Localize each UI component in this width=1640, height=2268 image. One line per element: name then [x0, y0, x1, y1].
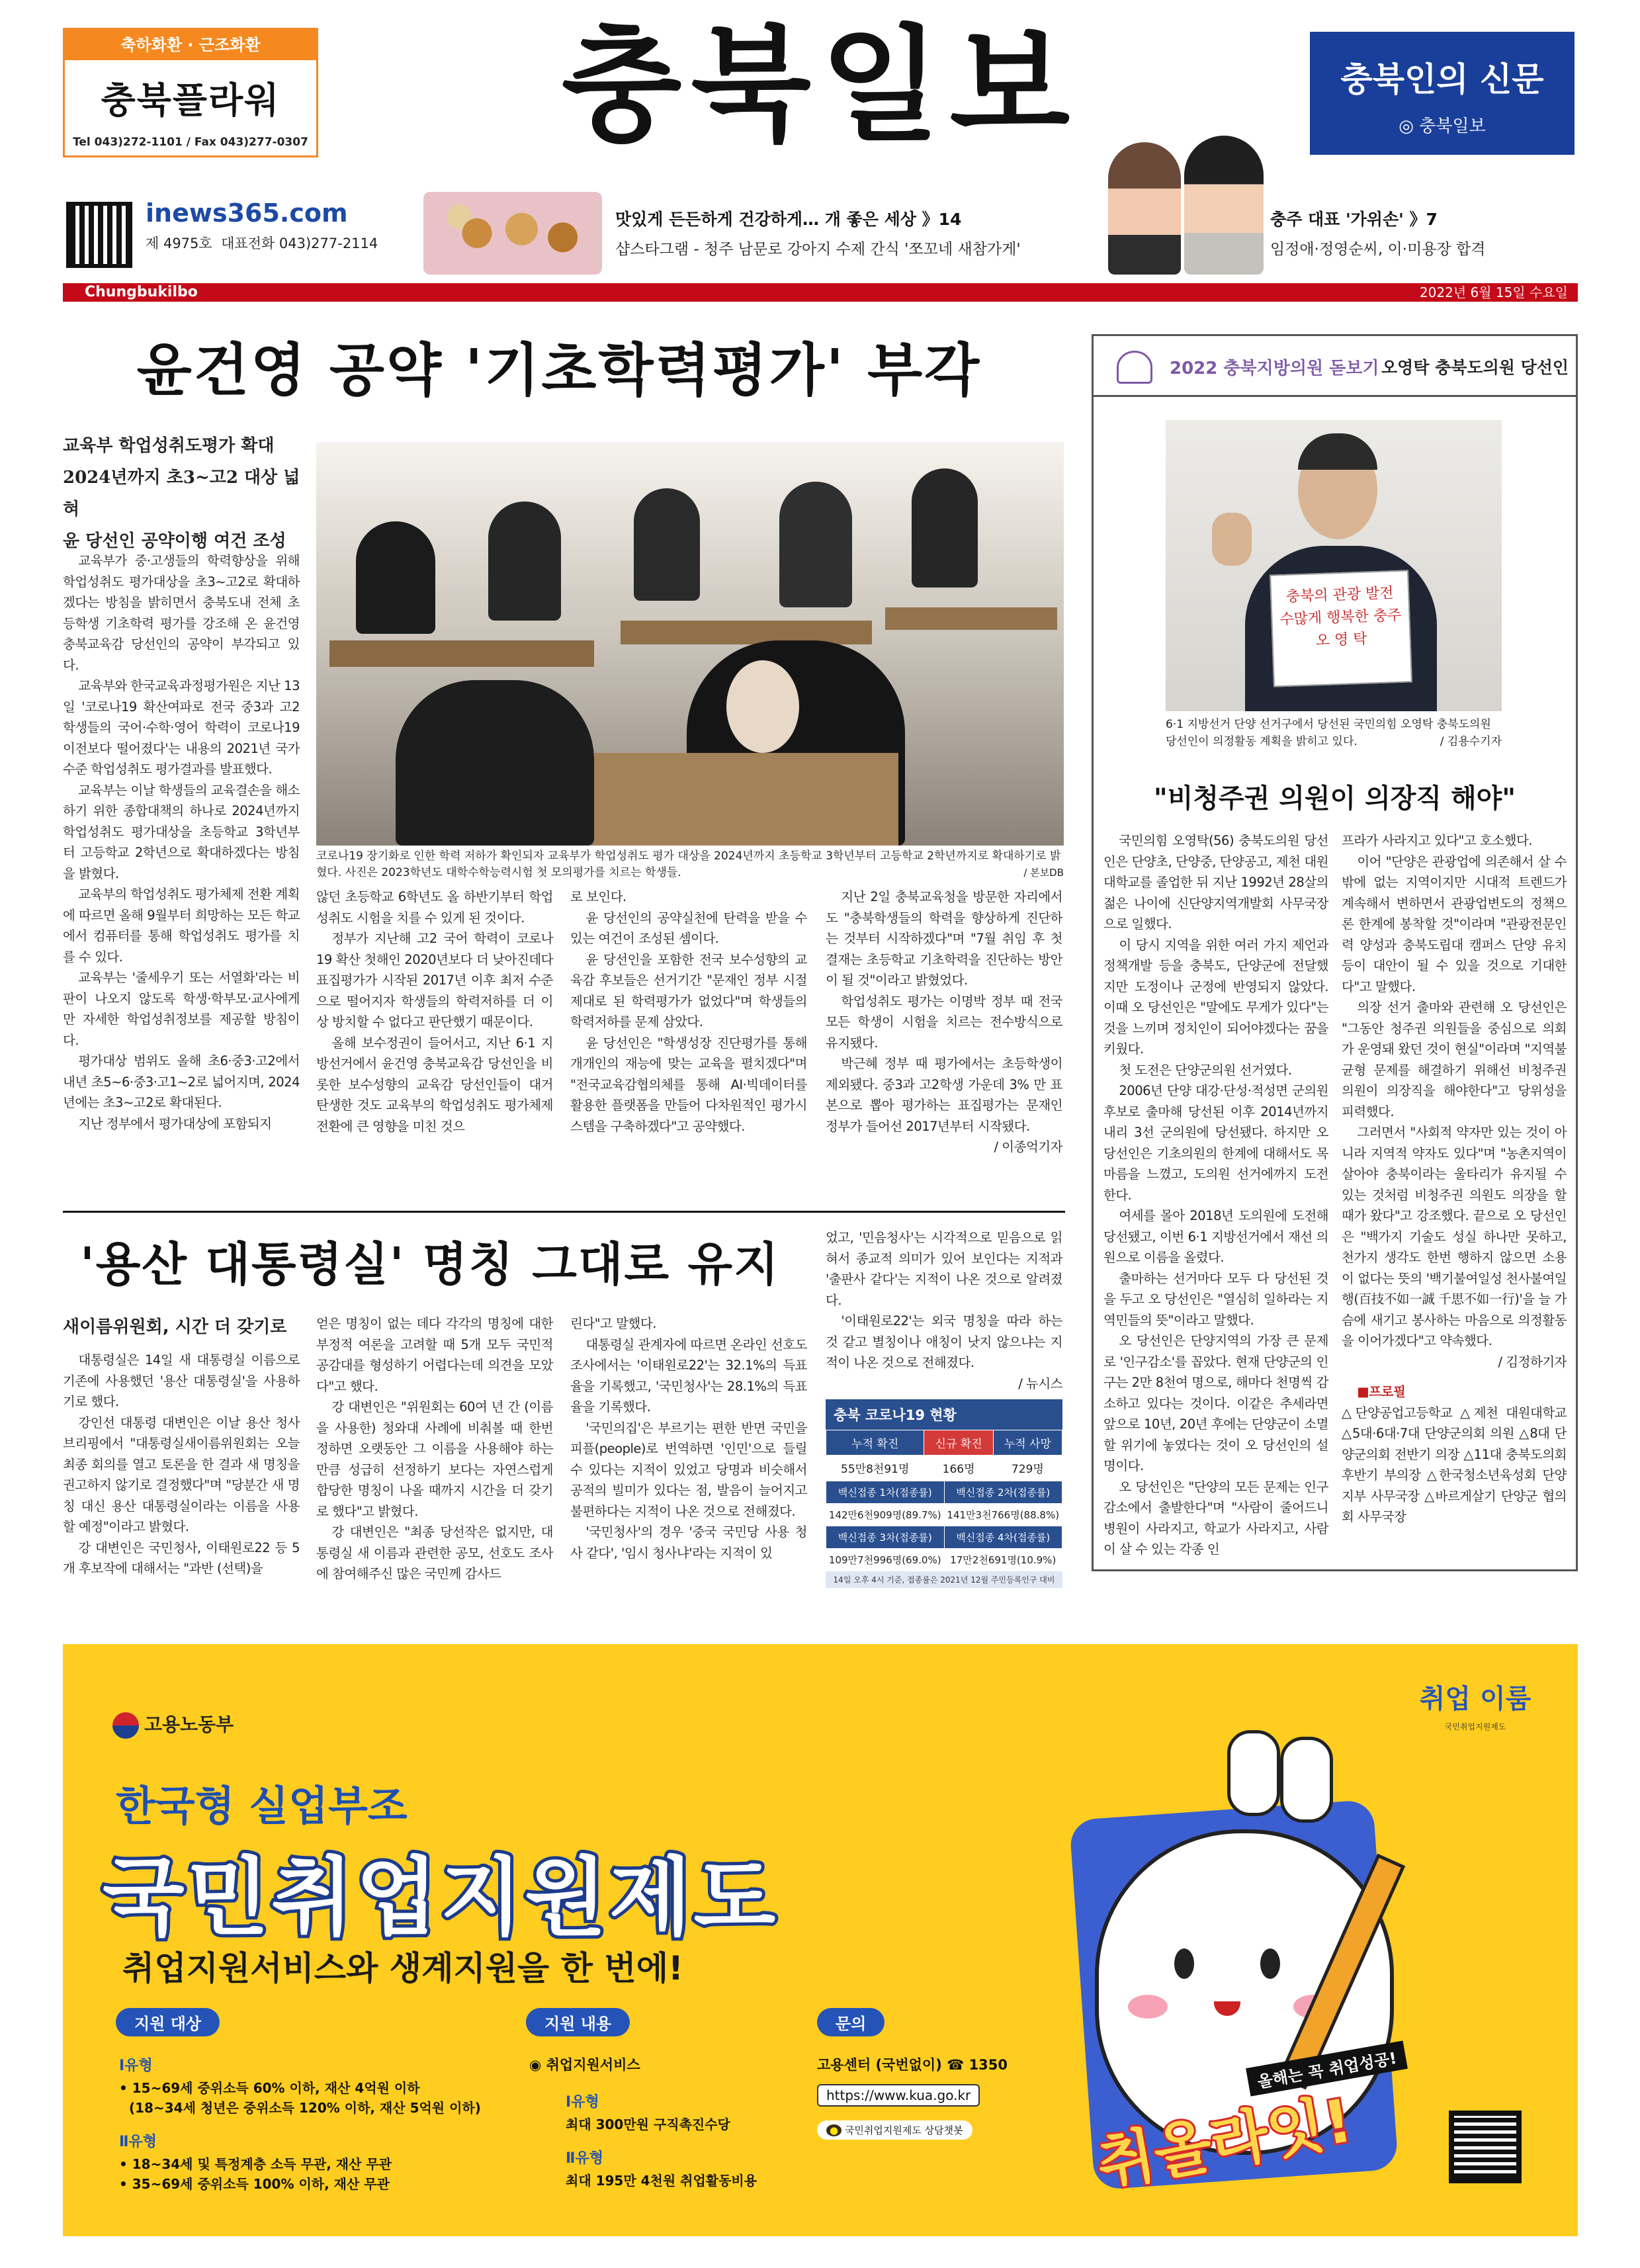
paragraph: 얻은 명칭이 없는 데다 각각의 명칭에 대한 부정적 여론을 고려할 때 5개 모두 국민적 공감대를 형성하기 어렵다는데 의견을 모았다"고 했다.: [316, 1316, 553, 1394]
type1-label: Ⅰ유형: [119, 2058, 153, 2074]
job-service-label: 취업지원서비스: [546, 2057, 640, 2073]
paragraph: 학업성취도 평가는 이명박 정부 때 전국 모든 학생이 시험을 치르는 전수방식으로 유지됐다.: [826, 993, 1062, 1051]
issue-date: 2022년 6월 15일 수요일: [1419, 284, 1568, 300]
ad-tagline: 한국형 실업부조: [116, 1782, 408, 1830]
slogan: 충북인의 신문: [1340, 60, 1544, 99]
florist-ad-top: 축하화환 · 근조화환: [65, 30, 316, 60]
byline: / 김정하기자: [1498, 1354, 1567, 1370]
paragraph: 2006년 단양 대강·단성·적성면 군의원 후보로 출마해 당선된 이후 2014년까지 내리 3선 군의원에 당선됐다. 하지만 오 당선인은 기초의원의 한계에 대해서도 목마름을 느꼈고, 도의원 선거에까지 도전한다.: [1103, 1083, 1328, 1203]
paragraph: 오 당선인은 "단양의 모든 문제는 인구감소에서 출발한다"며 "사람이 줄어드니 병원이 사라지고, 학교가 사라지고, 사람이 살 수 있는 각종 인: [1103, 1479, 1328, 1557]
article1-photo-caption: [316, 848, 1064, 881]
article1-subhead-2: 2024년까지 초3~고2 대상 넓혀: [63, 468, 300, 519]
ministry-logo: [112, 1710, 234, 1739]
paragraph: 박근혜 정부 때 평가에서는 초등학생이 제외됐다. 중3과 고2학생 가운데 3% 만 표본으로 뽑아 평가하는 표집평가는 문재인 정부가 들어선 2017년부터 시작됐다.: [826, 1056, 1062, 1134]
paragraph: 대통령실은 14일 새 대통령실 이름으로 기존에 사용했던 '용산 대통령실'을 사용하기로 했다.: [63, 1352, 300, 1409]
paragraph: 지난 정부에서 평가대상에 포함되지: [78, 1115, 272, 1131]
paragraph: '국민청사'의 경우 '중국 국민당 사용 청사 같다', '임시 청사냐'라는 지적이 있: [570, 1524, 807, 1561]
covid-header: 누적 확진: [826, 1430, 924, 1456]
byline: / 뉴시스: [1018, 1375, 1062, 1391]
paragraph: 않던 초등학교 6학년도 올 하반기부터 학업성취도 시험을 치를 수 있게 된 것이다.: [316, 889, 553, 926]
paragraph: 교육부는 '줄세우기 또는 서열화'라는 비판이 나오지 않도록 학생·학부모·교사에게만 자세한 학업성취정보를 제공할 방침이다.: [63, 970, 300, 1048]
article1-subheads: [63, 430, 301, 557]
paragraph: 의장 선거 출마와 관련해 오 당선인은 "그동안 청주권 의원들을 중심으로 의회가 운영돼 왔던 것이 현실"이라며 "지역불균형 문제를 해결하기 위해선 비청주권 의원이 의장직을 해야한다"고 당위성을 피력했다.: [1342, 1000, 1567, 1119]
covid-value: 55만8천91명: [826, 1456, 924, 1481]
article1-col1: [63, 550, 300, 1134]
byline: / 이종억기자: [994, 1139, 1062, 1155]
brand-logo: [1419, 1684, 1532, 1816]
ad-title: 국민취업지원제도: [103, 1849, 779, 1947]
vac-value: 17만2천691명(10.9%): [944, 1549, 1062, 1571]
sidebar-series-label: 2022 충북지방의원 돋보기: [1170, 359, 1379, 378]
article1-photo-credit: / 본보DB: [1023, 867, 1064, 879]
campaign-sign: [1270, 570, 1412, 687]
promo2-sub: 임정애·정영순씨, 이·미용장 합격: [1270, 241, 1486, 258]
contact-url[interactable]: https://www.kua.go.kr: [817, 2084, 980, 2107]
covid-value: 729명: [993, 1456, 1062, 1481]
florist-ad: [63, 28, 318, 157]
sign-line: 수많게 행복한 충주: [1279, 607, 1402, 629]
sidebar-photo-caption: [1166, 716, 1502, 750]
covid-header: 신규 확진: [924, 1430, 993, 1456]
paragraph: '국민의집'은 부르기는 편한 반면 국민을 피플(people)로 번역하면 '인민'으로 들릴 수 있다는 지적이 있었고 당명과 비슷해서 공적의 빌미가 있다는 점, 발음이 늘어지고 불편하다는 지적이 나온 것으로 전해졌다.: [570, 1420, 807, 1519]
promo2-photo-1[interactable]: [1108, 142, 1181, 275]
promo1-title[interactable]: 맛있게 든든하게 건강하게… 개 좋은 세상 》14: [615, 210, 962, 229]
promo1-sub: 샵스타그램 - 청주 남문로 강아지 수제 간식 '쪼꼬네 새참가게': [615, 241, 1021, 258]
covid-table: [826, 1430, 1062, 1481]
paragraph: 오 당선인은 단양지역의 가장 큰 문제로 '인구감소'를 꼽았다. 현재 단양군의 인구는 2만 8천여 명으로, 해마다 천명씩 감소하고 있다는 것이다. 이같은 추세라면 앞으로 10년, 20년 후에는 단양군이 소멸할 위기에 놓였다는 것이 오 당선인의 설명이다.: [1103, 1333, 1328, 1473]
promo1-photo[interactable]: [423, 192, 602, 275]
paragraph: 국민의힘 오영탁(56) 충북도의원 당선인은 단양초, 단양중, 단양공고, 제천 대원대학교를 졸업한 뒤 지난 1992년 28살의 젊은 나이에 신단양지역개발회 사무국장으로 일했다.: [1103, 833, 1328, 932]
vac-value: 109만7천996명(69.0%): [826, 1549, 945, 1571]
vaccine-table: [826, 1481, 1062, 1571]
taegeuk-icon: [112, 1712, 139, 1739]
qr-code-icon[interactable]: [66, 202, 132, 268]
paragraph: 그러면서 "사회적 약자만 있는 것이 아니라 지역적 약자도 있다"며 "농촌지역이 살아야 충북이라는 울타리가 유지될 수 있는 것처럼 비청주권 의원도 의장을 할 때가 왔다"고 강조했다. 끝으로 오 당선인은 "백가지 기술도 성실 하나만 못하고, 천가지 생각도 한번 행하지 않으면 소용이 없다는 뜻의 '백기불여일성 천사불여일행(百技不如一誠 千思不如一行)'을 늘 가슴에 새기고 봉사하는 마음으로 의정활동을 이어가겠다"고 약속했다.: [1342, 1125, 1567, 1348]
type1-line-2: (18~34세 청년은 중위소득 120% 이하, 재산 5억원 이하): [129, 2100, 481, 2116]
paragraph: 정부가 지난해 고2 국어 학력이 코로나19 확산 첫해인 2020년보다 더 낮아진데다 표집평가가 시작된 2017년 이후 최저 수준으로 떨어지자 학생들의 학력저하를 더 이상 방치할 수 없다고 판단했기 때문이다.: [316, 931, 553, 1029]
main-phone: 대표전화 043)277-2114: [221, 236, 378, 251]
badge-top: 올해는 꼭 취업성공!: [1246, 2040, 1408, 2096]
article1-headline: 윤건영 공약 '기초학력평가' 부각: [136, 337, 982, 404]
logo-icon: ◎: [1399, 116, 1414, 136]
paragraph: 로 보인다.: [570, 889, 626, 904]
paragraph: 이 당시 지역을 위한 여러 가지 제언과 정책개발 등을 충북도, 단양군에 전달했지만 도정이나 군정에 반영되지 않았다. 이때 오 당선인은 "말에도 무게가 있다"는 것을 느끼며 정치인이 되어야겠다는 꿈을 키웠다.: [1103, 937, 1328, 1057]
type2-line-2: • 35~69세 중위소득 100% 이하, 재산 무관: [119, 2176, 390, 2192]
chat-icon: ●: [826, 2124, 842, 2136]
vac-value: 142만6천909명(89.7%): [826, 1504, 945, 1526]
covid-footnote: 14일 오후 4시 기준, 접종률은 2021년 12월 주민등록인구 대비: [833, 1575, 1055, 1585]
covid-value: 166명: [924, 1456, 993, 1481]
article1-col2: [316, 887, 553, 1137]
paragraph: 강인선 대통령 대변인은 이날 용산 청사 브리핑에서 "대통령실새이름위원회는 오늘 최종 회의를 열고 토론을 한 결과 새 명칭을 권고하지 않기로 결정했다"며 "당분간 새 명칭 대신 용산 대통령실이라는 이름을 사용할 예정"이라고 밝혔다.: [63, 1415, 300, 1534]
paragraph: 교육부와 한국교육과정평가원은 지난 13일 '코로나19 확산여파로 전국 중3과 고2 학생들의 국어·수학·영어 학력이 코로나19 이전보다 떨어졌다'는 내용의 2021년 국가수준 학업성취도 평가결과를 발표했다.: [63, 678, 300, 777]
paragraph: 대통령실 관계자에 따르면 온라인 선호도 조사에서는 '이태원로22'는 32.1%의 득표율을 기록했고, '국민청사'는 28.1%의 득표율을 기록했다.: [570, 1336, 807, 1415]
sidebar-headline: "비청주권 의원이 의장직 해야": [1153, 783, 1516, 814]
ministry-name: 고용노동부: [144, 1714, 234, 1735]
vac-label: 백신접종 2차(접종률): [944, 1481, 1062, 1504]
paragraph: 교육부의 학업성취도 평가체제 전환 계획에 따르면 올해 9월부터 희망하는 모든 학교에서 컴퓨터를 통해 학업성취도 평가를 치를 수 있다.: [63, 887, 300, 965]
article2-subhead: 새이름위원회, 시간 더 갖기로: [63, 1317, 287, 1337]
section-label-contact: 문의: [817, 2008, 885, 2036]
covid-status-box: [826, 1399, 1062, 1588]
paragraph: 린다"고 말했다.: [570, 1316, 656, 1331]
kakao-chatbot[interactable]: [817, 2120, 972, 2140]
promo2-title[interactable]: 충주 대표 '가위손' 》7: [1270, 210, 1438, 229]
paragraph: 강 대변인은 "위원회는 60여 년 간 (이름을 사용한) 청와대 사례에 비춰볼 때 한번 정하면 오랫동안 그 이름을 사용해야 하는 만큼 성급히 선정하기 보다는 자연스럽게 합당한 명칭이 나올 때까지 시간을 더 갖기로 했다"고 밝혔다.: [316, 1399, 553, 1519]
support-t1-label: Ⅰ유형: [566, 2094, 599, 2111]
paragraph: 프라가 사라지고 있다"고 호소했다.: [1342, 833, 1532, 848]
sidebar-col1: [1103, 830, 1328, 1560]
article2-col1: [63, 1350, 300, 1579]
paragraph: 강 대변인은 "최종 당선작은 없지만, 대통령실 새 이름과 관련한 공모, 선호도 조사에 참여해주신 많은 국민께 감사드: [316, 1524, 553, 1581]
paragraph: 강 대변인은 국민청사, 이태원로22 등 5개 후보작에 대해서는 "과반 (선택)을: [63, 1540, 300, 1576]
issue-number: 제 4975호: [146, 236, 212, 251]
job-support-ad[interactable]: [63, 1644, 1578, 2236]
promo2-photo-2[interactable]: [1184, 136, 1264, 275]
article1-col3: [570, 887, 807, 1137]
type2-label: Ⅱ유형: [119, 2134, 157, 2150]
article2-col3: [570, 1313, 807, 1563]
paragraph: 윤 당선인을 포함한 전국 보수성향의 교육감 후보들은 선거기간 "문재인 정부 시절 제대로 된 학력평가가 없었다"며 학생들의 학력저하를 문제 삼았다.: [570, 951, 807, 1029]
paragraph: 올해 보수정권이 들어서고, 지난 6·1 지방선거에서 윤건영 충북교육감 당선인을 비롯한 보수성향의 교육감 당선인들이 대거 탄생한 것도 교육부의 학업성취도 평가체제 전환에 큰 영향을 미친 것으: [316, 1035, 553, 1134]
ad-info-panel: [103, 2008, 1029, 2226]
vac-label: 백신접종 3차(접종률): [826, 1526, 945, 1549]
article1-photo[interactable]: [316, 442, 1064, 846]
issue-info: [146, 233, 378, 253]
florist-ad-phone: Tel 043)272-1101 / Fax 043)277-0307: [73, 136, 308, 149]
paragraph: 출마하는 선거마다 모두 다 당선된 것을 두고 오 당선인은 "열심히 일하라는 지역민들의 뜻"이라고 말했다.: [1103, 1270, 1328, 1328]
article1-subhead-1: 교육부 학업성취도평가 확대: [63, 436, 275, 456]
paragraph: 지난 2일 충북교육청을 방문한 자리에서도 "충북학생들의 학력을 향상하게 진단하는 것부터 시작하겠다"며 "7월 취임 후 첫 결재는 초등학교 기초학력을 진단하는 방안이 될 것"이라고 밝혔었다.: [826, 889, 1062, 988]
sign-line: 충북의 관광 발전: [1285, 585, 1394, 605]
sidebar-photo[interactable]: [1166, 420, 1502, 711]
brand-bar-label: Chungbukilbo: [85, 284, 198, 300]
paragraph: 교육부가 중·고생들의 학력향상을 위해 학업성취도 평가대상을 초3~고2로 확대하겠다는 방침을 밝히면서 충북도내 전체 초등학생 기초학력 평가를 강조해 온 윤건영 충북교육감 당선인의 공약이 부각되고 있다.: [63, 553, 300, 673]
paragraph: 윤 당선인은 "학생성장 진단평가를 통해 개개인의 재능에 맞는 교육을 펼치겠다"며 "전국교육감협의체를 통해 AI·빅데이터를 활용한 플랫폼을 만들어 다차원적인 평가시스템을 구축하겠다"고 공약했다.: [570, 1035, 807, 1134]
kakao-label: 국민취업지원제도 상담챗봇: [844, 2124, 963, 2136]
job-service: [529, 2054, 640, 2074]
paragraph: 여세를 몰아 2018년 도의원에 도전해 당선됐고, 이번 6·1 지방선거에서 재선 의원으로 이름을 올렸다.: [1103, 1208, 1328, 1265]
article2-col2: [316, 1313, 553, 1585]
article1-caption-text: 코로나19 장기화로 인한 학력 저하가 확인되자 교육부가 학업성취도 평가 대상을 2024년까지 초등학교 3학년부터 고등학교 2학년까지로 확대하기로 밝혔다. 사진은 2023학년도 대학수학능력시험 첫 모의평가를 치르는 학생들.: [316, 850, 1061, 879]
paragraph: 었고, '민음청사'는 시각적으로 믿음으로 읽혀서 종교적 의미가 있어 보인다는 지적과 '출판사 같다'는 지적이 나온 것으로 알려졌다.: [826, 1230, 1062, 1308]
brand-logo-text: 취업 이룸: [1419, 1684, 1532, 1714]
brand-logo-sub: 국민취업지원제도: [1444, 1722, 1506, 1731]
paragraph: 윤 당선인의 공약실천에 탄력을 받을 수 있는 여건이 조성된 셈이다.: [570, 910, 807, 946]
vac-value: 141만3천766명(88.8%): [944, 1504, 1062, 1526]
sidebar-photo-credit: / 김용수기자: [1440, 735, 1502, 748]
profile-text: △단양공업고등학교 △제천 대원대학교 △5대·6대·7대 단양군의회 의원 △8대 단양군의회 전반기 의장 △11대 충북도의회 후반기 부의장 △한국청소년육성회 단양지부 사무국장 △바르게살기 단양군 협의회 사무국장: [1342, 1405, 1567, 1524]
slogan-sub-label: 충북일보: [1419, 116, 1486, 136]
covid-header: 누적 사망: [993, 1430, 1062, 1456]
vac-label: 백신접종 1차(접종률): [826, 1481, 945, 1504]
brand-bar: [63, 283, 1578, 302]
sidebar-series-subject: 오영탁 충북도의원 당선인: [1381, 358, 1569, 377]
florist-ad-name: 충북플라워: [101, 79, 281, 121]
divider: [63, 1211, 1065, 1213]
paragraph: '이태원로22'는 외국 명칭을 따라 하는 것 같고 별칭이나 애칭이 낫지 않으냐는 지적이 나온 것으로 전해졌다.: [826, 1313, 1062, 1370]
qr-code-icon[interactable]: [1449, 2111, 1522, 2183]
newspaper-title: 충북일보: [561, 13, 1080, 158]
vac-label: 백신접종 4차(접종률): [944, 1526, 1062, 1549]
slogan-box: [1310, 32, 1575, 155]
type1-line-1: • 15~69세 중위소득 60% 이하, 재산 4억원 이하: [119, 2080, 420, 2096]
sign-line: 오 영 탁: [1315, 631, 1367, 650]
slogan-sub: [1310, 112, 1575, 137]
paragraph: 교육부는 이날 학생들의 교육결손을 해소하기 위한 종합대책의 하나로 2024년까지 학업성취도 평가대상을 초등학교 3학년부터 고등학교 2학년으로 확대하겠다는 방침을 밝혔다.: [63, 782, 300, 881]
contact-phone[interactable]: 고용센터 (국번없이) ☎ 1350: [817, 2057, 1008, 2073]
sidebar-caption-text: 6·1 지방선거 단양 선거구에서 당선된 국민의힘 오영탁 충북도의원 당선인이 의정활동 계획을 밝히고 있다.: [1166, 718, 1491, 748]
paragraph: 이어 "단양은 관광업에 의존해서 살 수 밖에 없는 지역이지만 시대적 트렌드가 계속해서 변하면서 관광업변도의 정책으론 한계에 봉착할 것"이라며 "관광전문인력 양성과 충북도립대 캠퍼스 단양 유치 등이 대안이 될 수 있을 것으로 기대한다"고 말했다.: [1342, 853, 1567, 994]
section-label-content: 지원 내용: [526, 2008, 630, 2036]
article1-col4: [826, 887, 1062, 1158]
article1-subhead-3: 윤 당선인 공약이행 여건 조성: [63, 531, 286, 551]
article2-headline: '용산 대통령실' 명칭 그대로 유지: [80, 1237, 780, 1291]
support-t1-desc: 최대 300만원 구직촉진수당: [566, 2116, 730, 2132]
profile-label: ■프로필: [1357, 1384, 1406, 1399]
covid-title: 충북 코로나19 현황: [826, 1399, 1062, 1430]
ad-subtitle: 취업지원서비스와 생계지원을 한 번에!: [122, 1949, 683, 1987]
support-t2-label: Ⅱ유형: [566, 2150, 603, 2167]
job-icon: ◉: [529, 2057, 542, 2073]
paragraph: 첫 도전은 단양군의원 선거였다.: [1119, 1062, 1292, 1078]
paragraph: 평가대상 범위도 올해 초6·중3·고2에서 내년 초5~6·중3·고1~2로 넓어지며, 2024년에는 초3~고2로 확대된다.: [63, 1053, 300, 1110]
site-url[interactable]: inews365.com: [146, 198, 348, 228]
sidebar-col2: [1342, 830, 1567, 1528]
type2-line-1: • 18~34세 및 특정계층 소득 무관, 재산 무관: [119, 2156, 392, 2172]
section-label-eligibility: 지원 대상: [116, 2008, 220, 2036]
badge-main: 취올라잇!: [1092, 2085, 1358, 2199]
support-t2-desc: 최대 195만 4천원 취업활동비용: [566, 2173, 757, 2189]
article2-col4: [826, 1227, 1062, 1394]
